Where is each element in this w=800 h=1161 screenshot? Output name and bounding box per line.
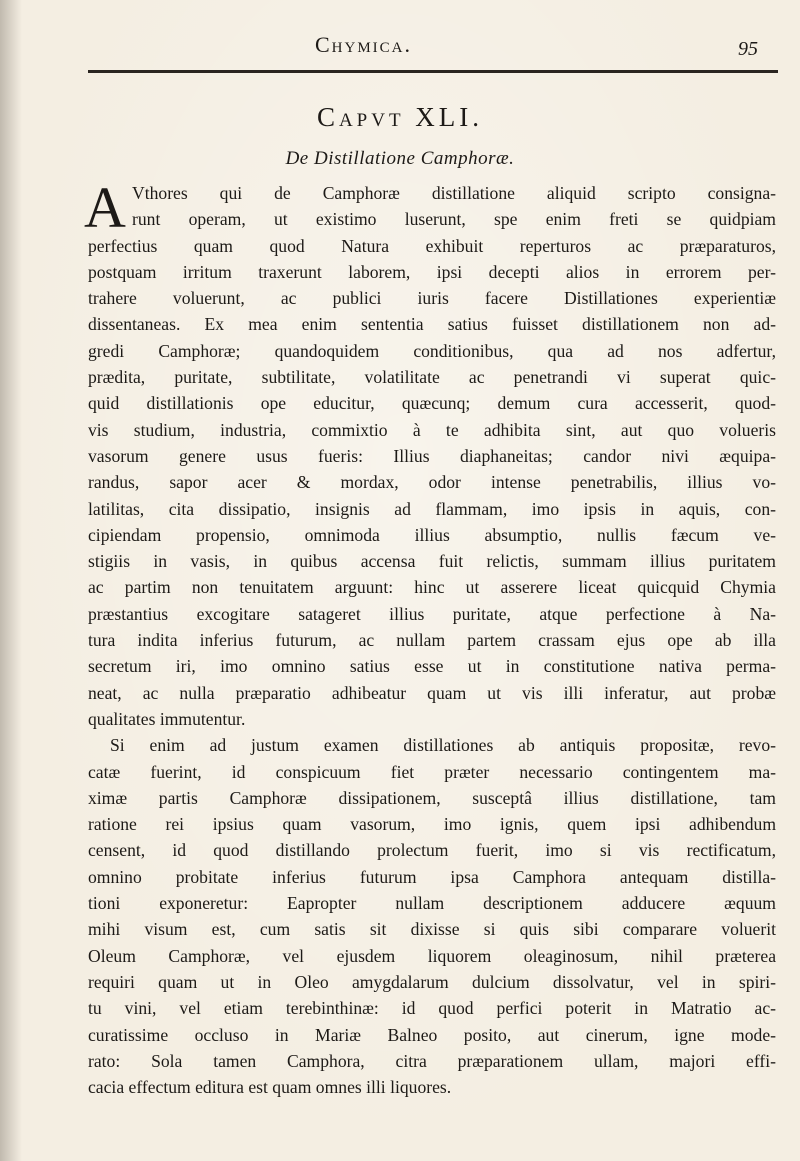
text-line: curatissime occluso in Mariæ Balneo posito, aut cinerum, igne mode- xyxy=(88,1024,776,1045)
text-line: tura indita inferius futurum, ac nullam partem crassam ejus ope ab illa xyxy=(88,630,776,651)
header-rule xyxy=(88,70,778,73)
text-line: secretum iri, imo omnino satius esse ut in constitutione nativa perma- xyxy=(88,656,776,677)
text-line: catæ fuerint, id conspicuum fiet præter necessario contingentem ma- xyxy=(88,761,776,782)
text-line: neat, ac nulla præparatio adhibeatur quam ut vis illi inferatur, aut probæ xyxy=(88,682,776,703)
text-line: Oleum Camphoræ, vel ejusdem liquorem oleaginosum, nihil præterea xyxy=(88,945,776,966)
text-line: vis studium, industria, commixtio à te adhibita sint, aut quo volueris xyxy=(88,419,776,440)
text-line: vasorum genere usus fueris: Illius diaphaneitas; candor nivi æquipa- xyxy=(88,445,776,466)
chapter-subtitle: De Distillatione Camphoræ. xyxy=(285,148,515,169)
text-line: ximæ partis Camphoræ dissipationem, susceptâ illius distillatione, tam xyxy=(88,787,776,808)
body-text xyxy=(84,175,776,1100)
gutter-shadow xyxy=(0,0,22,1161)
drop-cap: A xyxy=(84,175,126,240)
text-line: præstantius excogitare satageret illius puritate, atque perfectione à Na- xyxy=(88,603,776,624)
text-line: requiri quam ut in Oleo amygdalarum dulcium dissolvatur, vel in spiri- xyxy=(88,971,776,992)
text-line: runt operam, ut existimo luserunt, spe enim freti se quidpiam xyxy=(132,209,776,230)
text-line: tioni exponeretur: Eapropter nullam descriptionem adducere æquum xyxy=(88,893,776,914)
text-line: prædita, puritate, subtilitate, volatilitate ac penetrandi vi superat quic- xyxy=(88,367,776,388)
text-line: ac partim non tenuitatem arguunt: hinc ut asserere liceat quicquid Chymia xyxy=(88,577,776,598)
text-line: Vthores qui de Camphoræ distillatione aliquid scripto consigna- xyxy=(132,183,776,203)
text-line: gredi Camphoræ; quandoquidem conditionibus, qua ad nos adfertur, xyxy=(88,340,776,361)
page-number: 95 xyxy=(738,38,758,60)
text-line: quid distillationis ope educitur, quæcunq; demum cura accesserit, quod- xyxy=(88,393,776,414)
text-line: latilitas, cita dissipatio, insignis ad flammam, imo ipsis in aquis, con- xyxy=(88,498,776,519)
text-line: mihi visum est, cum satis sit dixisse si quis sibi comparare voluerit xyxy=(88,919,776,940)
text-line: randus, sapor acer & mordax, odor intense penetrabilis, illius vo- xyxy=(88,472,776,493)
text-line: perfectius quam quod Natura exhibuit reperturos ac præparaturos, xyxy=(88,235,776,256)
text-line: tu vini, vel etiam terebinthinæ: id quod perfici poterit in Matratio ac- xyxy=(88,998,776,1019)
text-line: rato: Sola tamen Camphora, citra præparationem ullam, majori effi- xyxy=(88,1050,776,1071)
running-head xyxy=(0,28,800,68)
text-line: dissentaneas. Ex mea enim sententia satius fuisset distillationem non ad- xyxy=(88,314,776,335)
text-line: trahere voluerunt, ac publici iuris facere Distillationes experientiæ xyxy=(88,288,776,309)
chapter-title: Capvt XLI. xyxy=(316,102,484,132)
text-line: ratione rei ipsius quam vasorum, imo ignis, quem ipsi adhibendum xyxy=(88,814,776,835)
text-line: cipiendam propensio, omnimoda illius absumptio, nullis fæcum ve- xyxy=(88,524,776,545)
text-line: Si enim ad justum examen distillationes ab antiquis propositæ, revo- xyxy=(110,735,776,756)
running-title: Chymica. xyxy=(315,32,413,57)
text-line: postquam irritum traxerunt laborem, ipsi decepti alios in errorem per- xyxy=(88,261,776,282)
text-line: qualitates immutentur. xyxy=(88,708,246,729)
text-line: censent, id quod distillando prolectum fuerit, imo si vis rectificatum, xyxy=(88,840,776,861)
text-line: omnino probitate inferius futurum ipsa Camphora antequam distilla- xyxy=(88,866,776,887)
text-line: stigiis in vasis, in quibus accensa fuit relictis, summam illius puritatem xyxy=(88,551,776,572)
text-line: cacia effectum editura est quam omnes illi liquores. xyxy=(88,1077,452,1098)
